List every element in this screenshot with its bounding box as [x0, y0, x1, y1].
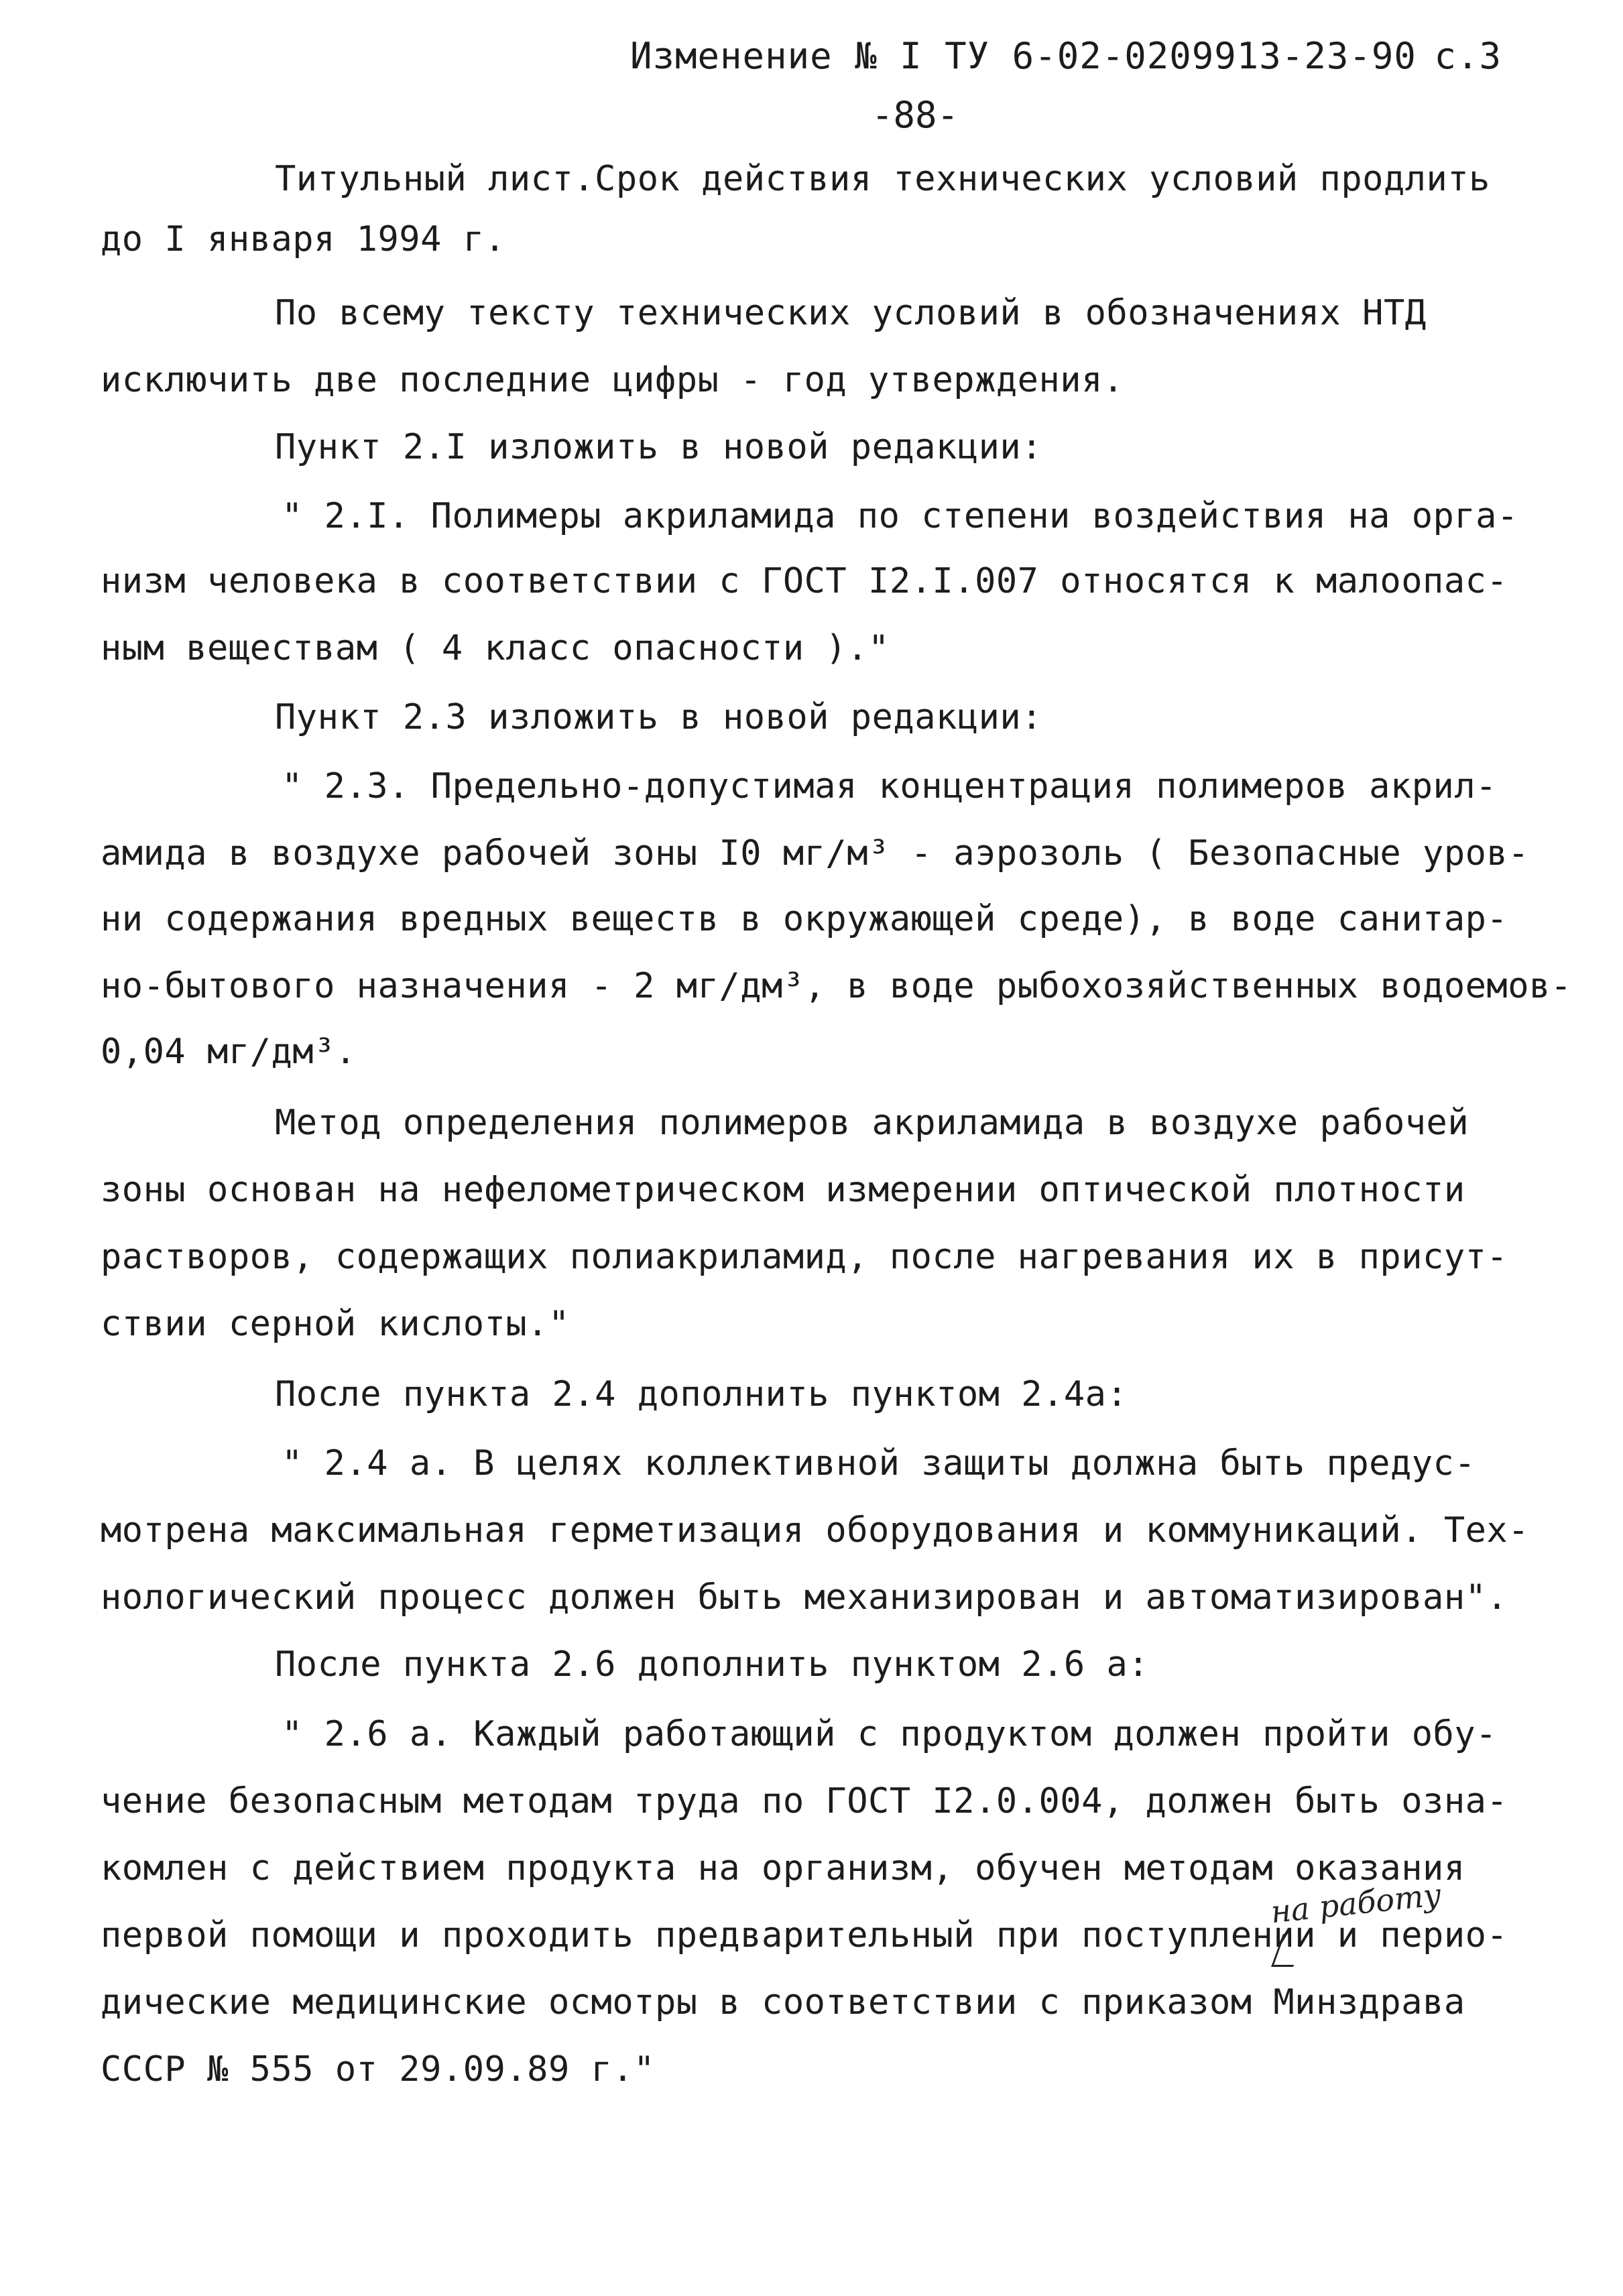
text-line: растворов, содержащих полиакриламид, после нагревания их в присут-: [101, 1237, 1508, 1277]
text-line: По всему тексту технических условий в обозначениях НТД: [275, 293, 1427, 333]
page-number-label: с.3: [1434, 35, 1502, 77]
text-line: низм человека в соответствии с ГОСТ I2.I.007 относятся к малоопас-: [101, 561, 1508, 601]
text-line: до I января 1994 г.: [101, 219, 506, 259]
text-line: Пункт 2.I изложить в новой редакции:: [275, 427, 1043, 467]
text-line: дические медицинские осмотры в соответствии с приказом Минздрава: [101, 1982, 1465, 2022]
folio-number: -88-: [871, 94, 959, 136]
text-line: ни содержания вредных веществ в окружающей среде), в воде санитар-: [101, 899, 1508, 939]
text-line: исключить две последние цифры - год утверждения.: [101, 360, 1124, 400]
text-line: амида в воздухе рабочей зоны I0 мг/м³ - аэрозоль ( Безопасные уров-: [101, 833, 1530, 873]
text-line: 0,04 мг/дм³.: [101, 1032, 357, 1072]
text-line: СССР № 555 от 29.09.89 г.": [101, 2049, 655, 2090]
text-line: зоны основан на нефелометрическом измерении оптической плотности: [101, 1170, 1465, 1210]
text-line: " 2.4 а. В целях коллективной защиты должна быть предус-: [282, 1443, 1476, 1484]
change-notice-title: Изменение № I ТУ 6-02-0209913-23-90: [630, 35, 1417, 77]
text-line: После пункта 2.6 дополнить пунктом 2.6 а:: [275, 1644, 1150, 1685]
text-line: комлен с действием продукта на организм, обучен методам оказания: [101, 1848, 1465, 1888]
text-line: Титульный лист.Срок действия технических условий продлить: [275, 159, 1490, 199]
text-line: После пункта 2.4 дополнить пунктом 2.4а:: [275, 1374, 1128, 1414]
text-line: " 2.6 а. Каждый работающий с продуктом должен пройти обу-: [282, 1714, 1497, 1754]
text-line: чение безопасным методам труда по ГОСТ I2.0.004, должен быть озна-: [101, 1781, 1508, 1821]
text-line: ным веществам ( 4 класс опасности ).": [101, 628, 890, 668]
page-header: [630, 35, 1502, 95]
text-line: ствии серной кислоты.": [101, 1304, 570, 1344]
text-line: " 2.3. Предельно-допустимая концентрация полимеров акрил-: [282, 766, 1497, 806]
text-line: первой помощи и проходить предварительный при поступлении и перио-: [101, 1915, 1508, 1955]
text-line: Метод определения полимеров акриламида в воздухе рабочей: [275, 1103, 1469, 1143]
text-line: нологический процесс должен быть механизирован и автоматизирован".: [101, 1577, 1508, 1618]
text-line: " 2.I. Полимеры акриламида по степени воздействия на орга-: [282, 496, 1518, 536]
text-line: но-бытового назначения - 2 мг/дм³, в воде рыбохозяйственных водоемов-: [101, 966, 1572, 1006]
text-line: мотрена максимальная герметизация оборудования и коммуникаций. Тех-: [101, 1510, 1530, 1551]
text-line: Пункт 2.3 изложить в новой редакции:: [275, 697, 1043, 737]
handwritten-insertion: на работу: [1268, 1876, 1443, 1931]
